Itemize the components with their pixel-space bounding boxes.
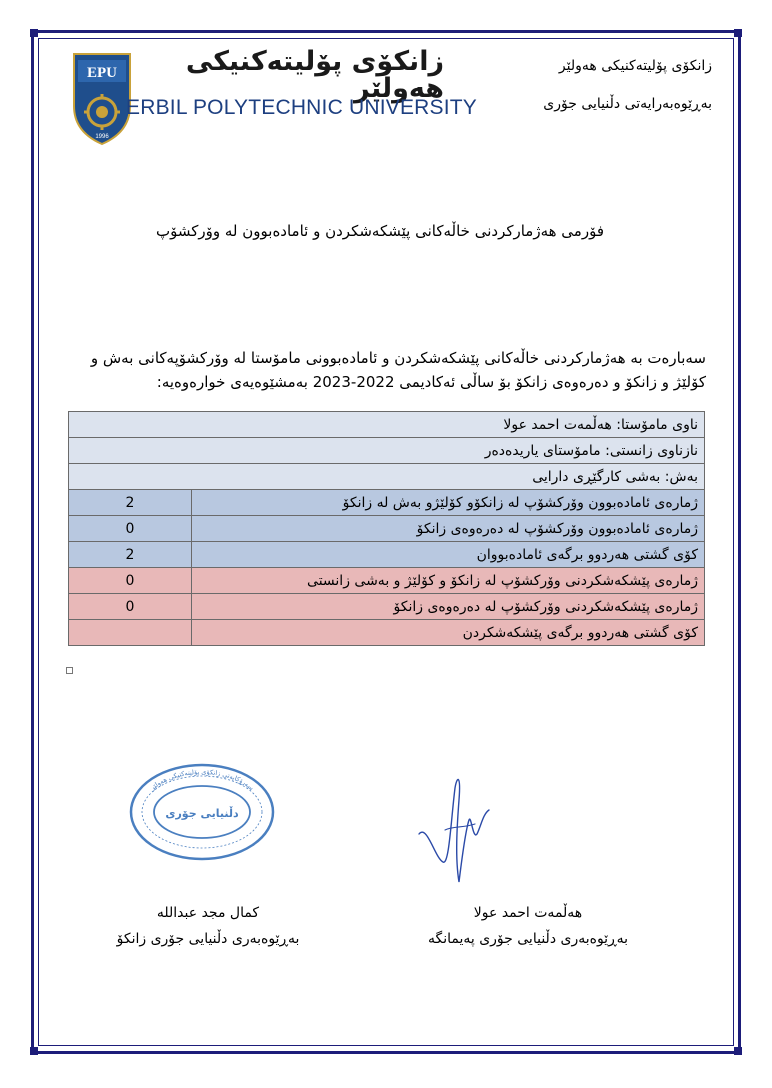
logo-title-english: ERBIL POLYTECHNIC UNIVERSITY bbox=[126, 96, 478, 119]
presentation-label-cell: ژمارەی پێشکەشکردنی وۆرکشۆپ لە دەرەوەی زانکۆ bbox=[192, 594, 705, 620]
table-resize-handle[interactable] bbox=[66, 667, 73, 674]
table-row bbox=[69, 412, 705, 438]
signature-block-institute bbox=[398, 900, 658, 952]
attendance-value-cell: 0 bbox=[69, 516, 192, 542]
table-row bbox=[69, 438, 705, 464]
border-corner bbox=[30, 29, 38, 37]
attendance-label-cell: ژمارەی ئامادەبوون وۆرکشۆپ لە دەرەوەی زانکۆ bbox=[192, 516, 705, 542]
presentation-value-cell: 0 bbox=[69, 568, 192, 594]
academic-title-cell: نازناوی زانستی: مامۆستای یاریدەدەر bbox=[69, 438, 705, 464]
workshop-points-table bbox=[68, 411, 705, 646]
table-row bbox=[69, 464, 705, 490]
signer-title: بەڕێوەبەری دڵنیایی جۆری زانکۆ bbox=[116, 931, 300, 947]
svg-text:سەرۆکایەتی زانکۆی پۆلیتەکنیکی: سەرۆکایەتی زانکۆی پۆلیتەکنیکی هەولێر bbox=[148, 767, 256, 792]
intro-paragraph bbox=[64, 346, 706, 394]
svg-text:1996: 1996 bbox=[95, 134, 109, 140]
presentation-total-value-cell bbox=[69, 620, 192, 646]
presentation-label-cell: ژمارەی پێشکەشکردنی وۆرکشۆپ لە زانکۆ و کۆلێژ و بەشی زانستی bbox=[192, 568, 705, 594]
table-row bbox=[69, 542, 705, 568]
svg-text:EPU: EPU bbox=[87, 65, 117, 81]
attendance-total-label-cell: کۆی گشتی هەردوو برگەی ئامادەبووان bbox=[192, 542, 705, 568]
border-corner bbox=[734, 1047, 742, 1055]
header-directorate: بەڕێوەبەرایەتی دڵنیایی جۆری bbox=[543, 96, 712, 112]
table-row bbox=[69, 516, 705, 542]
presentation-value-cell: 0 bbox=[69, 594, 192, 620]
presentation-total-label-cell: کۆی گشتی هەردوو برگەی پێشکەشکردن bbox=[192, 620, 705, 646]
border-corner bbox=[30, 1047, 38, 1055]
intro-line: کۆلێژ و زانکۆ و دەرەوەی زانکۆ بۆ ساڵی ئەکادیمی 2022-2023 بەمشێوەیەی خوارەوەیە: bbox=[156, 373, 706, 391]
intro-line: سەبارەت بە هەژمارکردنی خاڵەکانی پێشکەشکردن و ئامادەبوونی مامۆستا لە وۆرکشۆپەکانی بەش و bbox=[90, 349, 706, 367]
header-university: زانکۆی پۆلیتەکنیکی هەولێر bbox=[558, 58, 712, 74]
table-row bbox=[69, 594, 705, 620]
department-cell: بەش: بەشی کارگێڕی دارایی bbox=[69, 464, 705, 490]
table-row bbox=[69, 620, 705, 646]
table-row bbox=[69, 568, 705, 594]
attendance-total-value-cell: 2 bbox=[69, 542, 192, 568]
form-title: فۆرمی هەژمارکردنی خاڵەکانی پێشکەشکردن و ئامادەبوون لە وۆرکشۆپ bbox=[155, 222, 605, 240]
signer-name: هەڵمەت احمد عولا bbox=[473, 905, 583, 921]
handwritten-signature bbox=[405, 770, 505, 890]
signer-title: بەڕێوەبەری دڵنیایی جۆری پەیمانگە bbox=[427, 931, 629, 947]
svg-text:دڵنیایی جۆری: دڵنیایی جۆری bbox=[165, 807, 239, 820]
signer-name: کمال مجد عبدالله bbox=[156, 905, 260, 921]
border-corner bbox=[734, 29, 742, 37]
table-row bbox=[69, 490, 705, 516]
epu-emblem-icon bbox=[72, 50, 132, 146]
attendance-value-cell: 2 bbox=[69, 490, 192, 516]
signature-block-university bbox=[88, 900, 328, 952]
logo-title-kurdish: زانکۆی پۆلیتەکنیکی هەولێر bbox=[185, 46, 444, 104]
quality-assurance-stamp bbox=[128, 762, 276, 862]
attendance-label-cell: ژمارەی ئامادەبوون وۆرکشۆپ لە زانکۆو کۆلێژو بەش لە زانکۆ bbox=[192, 490, 705, 516]
teacher-name-cell: ناوی مامۆستا: هەڵمەت احمد عولا bbox=[69, 412, 705, 438]
